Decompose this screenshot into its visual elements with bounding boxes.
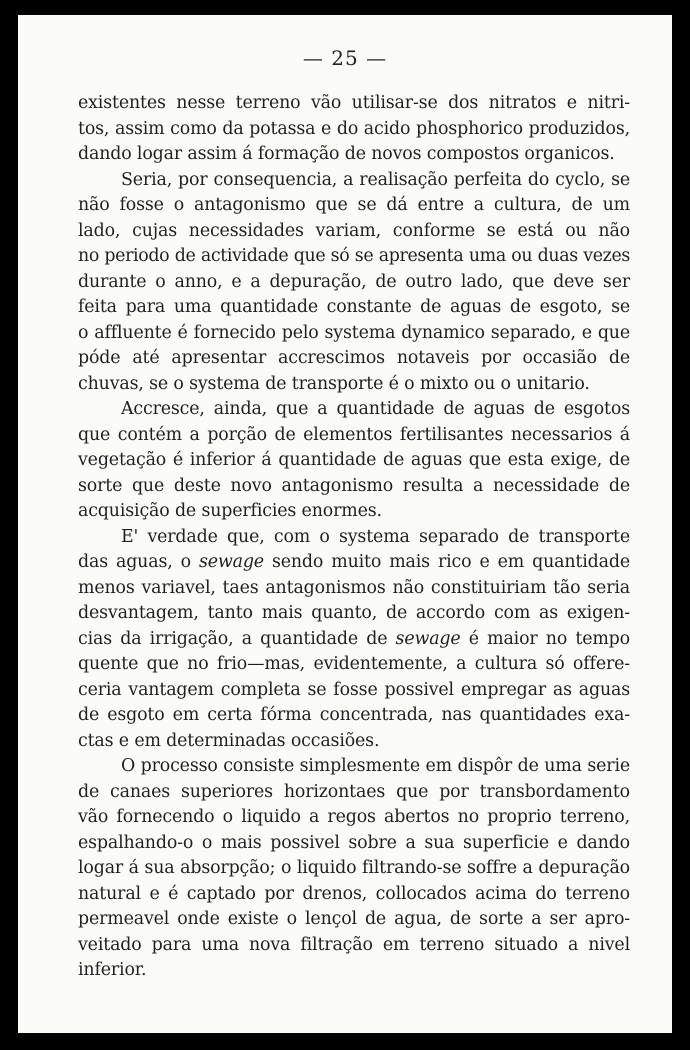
text-line: vão fornecendo o liquido a regos abertos no proprio terreno,	[78, 807, 630, 827]
text-line: veitado para uma nova filtração em terreno situado a nivel	[78, 934, 630, 955]
text-line: não fosse o antagonismo que se dá entre a cultura, de um	[78, 195, 630, 215]
paragraph-1	[78, 91, 630, 168]
text-line: no periodo de actividade que só se apresenta uma ou duas vezes	[78, 246, 630, 266]
text-line: sorte que deste novo antagonismo resulta a necessidade de	[78, 475, 630, 496]
text-line: que contém a porção de elementos fertilisantes necessarios á	[78, 424, 630, 445]
text-line: O processo consiste simplesmente em dispôr de uma serie	[121, 756, 630, 776]
text-line: Accresce, ainda, que a quantidade de aguas de esgotos	[121, 399, 630, 419]
text-line: vegetação é inferior á quantidade de aguas que esta exige, de	[78, 450, 630, 470]
text-line: Seria, por consequencia, a realisação perfeita do cyclo, se	[121, 169, 630, 190]
text-line: tos, assim como da potassa e do acido phosphorico produzidos,	[78, 118, 630, 139]
paragraph-5	[78, 754, 630, 984]
text-line: chuvas, se o systema de transporte é o mixto ou o unitario.	[78, 373, 590, 394]
text-line: existentes nesse terreno vão utilisar-se dos nitratos e nitri-	[78, 93, 630, 113]
body-text	[78, 91, 630, 984]
text-line: ctas e em determinadas occasiões.	[78, 730, 380, 751]
text-line: ceria vantagem completa se fosse possivel empregar as aguas	[78, 679, 630, 700]
text-line: de canaes superiores horizontaes que por transbordamento	[78, 781, 630, 802]
book-page	[18, 15, 672, 1033]
text-line: desvantagem, tanto mais quanto, de accordo com as exigen-	[78, 603, 630, 623]
text-line: lado, cujas necessidades variam, conforme se está ou não	[78, 220, 630, 241]
text-line: feita para uma quantidade constante de aguas de esgoto, se	[78, 297, 630, 317]
text-line: dando logar assim á formação de novos compostos organicos.	[78, 144, 615, 164]
text-line: durante o anno, e a depuração, de outro lado, que deve ser	[78, 271, 630, 292]
paragraph-4	[78, 525, 630, 755]
text-line: o affluente é fornecido pelo systema dynamico separado, e que	[78, 322, 630, 343]
italic-term: sewage	[198, 552, 264, 572]
italic-term: sewage	[395, 628, 461, 649]
text-line: logar á sua absorpção; o liquido filtrando-se soffre a depuração	[78, 858, 630, 878]
text-line: permeavel onde existe o lençol de agua, de sorte a ser apro-	[78, 909, 630, 929]
text-line: natural e é captado por drenos, collocados acima do terreno	[78, 883, 630, 904]
text-line: póde até apresentar accrescimos notaveis por occasião de	[78, 348, 630, 368]
text-line: das aguas, o sewage sendo muito mais rico e em quantidade	[78, 552, 630, 572]
text-line: menos variavel, taes antagonismos não constituiriam tão seria	[78, 577, 630, 598]
text-line: inferior.	[78, 960, 147, 980]
text-line: E' verdade que, com o systema separado de transporte	[121, 526, 630, 547]
text-line: quente que no frio—mas, evidentemente, a cultura só offere-	[78, 654, 630, 674]
text-line: acquisição de superficies enormes.	[78, 501, 382, 521]
page-number: — 25 —	[302, 46, 388, 70]
text-line: cias da irrigação, a quantidade de sewage é maior no tempo	[78, 628, 630, 649]
paragraph-3	[78, 397, 630, 525]
text-line: espalhando-o o mais possivel sobre a sua superficie e dando	[78, 832, 630, 853]
text-line: de esgoto em certa fórma concentrada, nas quantidades exa-	[78, 705, 630, 725]
paragraph-2	[78, 168, 630, 398]
